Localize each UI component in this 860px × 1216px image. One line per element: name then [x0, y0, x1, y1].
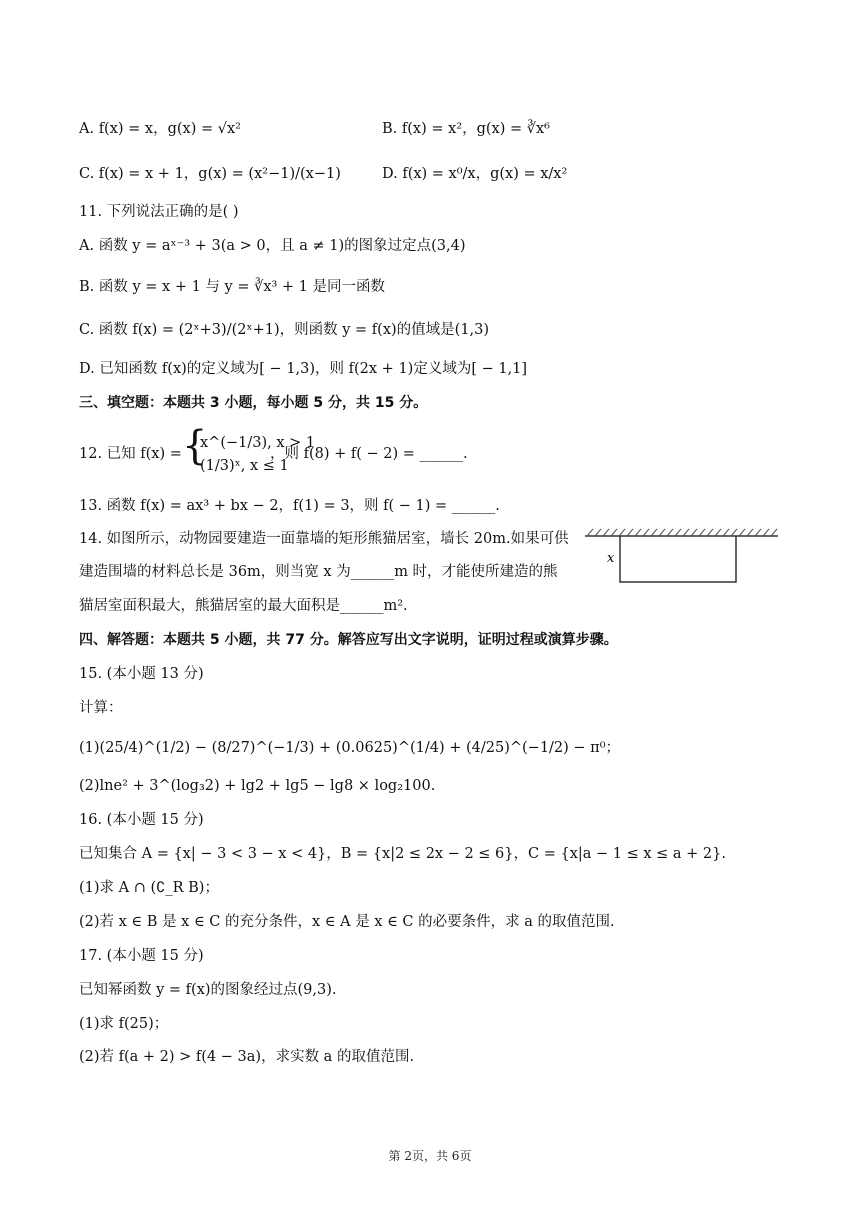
- q15-part-1: (1)(25/4)^(1/2) − (8/27)^(−1/3) + (0.0625)^(1/4) + (4/25)^(−1/2) − π⁰；: [79, 740, 621, 756]
- q11-option-a: A. 函数 y = aˣ⁻³ + 3(a > 0，且 a ≠ 1)的图象过定点(3,4): [79, 238, 466, 254]
- q16-stem: 已知集合 A = {x| − 3 < 3 − x < 4}，B = {x|2 ≤ 2x − 2 ≤ 6}，C = {x|a − 1 ≤ x ≤ a + 2}.: [79, 846, 726, 862]
- q11-option-d: D. 已知函数 f(x)的定义域为[ − 1,3)，则 f(2x + 1)定义域为[ − 1,1]: [79, 361, 528, 377]
- q12-tail: ，则 f(8) + f( − 2) = ______.: [270, 446, 468, 462]
- section-3-heading: 三、填空题：本题共 3 小题，每小题 5 分，共 15 分。: [79, 395, 428, 411]
- q14-line-3: 猫居室面积最大，熊猫居室的最大面积是______m².: [79, 598, 408, 614]
- q14-line-2: 建造围墙的材料总长是 36m，则当宽 x 为______m 时，才能使所建造的熊: [79, 564, 558, 580]
- q12-lead: 12. 已知 f(x) =: [79, 446, 182, 462]
- q16-part-1: (1)求 A ∩ (∁_R B)；: [79, 880, 219, 896]
- q15-heading: 15. (本小题 13 分): [79, 666, 204, 682]
- q16-heading: 16. (本小题 15 分): [79, 812, 204, 828]
- wall-hatching: [587, 529, 777, 536]
- q16-part-2: (2)若 x ∈ B 是 x ∈ C 的充分条件，x ∈ A 是 x ∈ C 的必要条件，求 a 的取值范围.: [79, 914, 615, 930]
- q10-option-b: B. f(x) = x²，g(x) = ∛x⁶: [382, 121, 550, 137]
- q10-option-a: A. f(x) = x，g(x) = √x²: [79, 121, 241, 137]
- section-4-heading: 四、解答题：本题共 5 小题，共 77 分。解答应写出文字说明，证明过程或演算步骤。: [79, 632, 618, 648]
- q17-heading: 17. (本小题 15 分): [79, 948, 204, 964]
- enclosure-rectangle: [620, 536, 736, 582]
- q17-part-2: (2)若 f(a + 2) > f(4 − 3a)，求实数 a 的取值范围.: [79, 1049, 415, 1065]
- q14-line-1: 14. 如图所示，动物园要建造一面靠墙的矩形熊猫居室，墙长 20m.如果可供: [79, 531, 569, 547]
- q13: 13. 函数 f(x) = ax³ + bx − 2，f(1) = 3，则 f( − 1) = ______.: [79, 498, 500, 514]
- q11-option-c: C. 函数 f(x) = (2ˣ+3)/(2ˣ+1)，则函数 y = f(x)的值域是(1,3): [79, 322, 490, 338]
- panda-enclosure-figure: [583, 526, 783, 586]
- q10-option-d: D. f(x) = x⁰/x，g(x) = x/x²: [382, 166, 568, 182]
- q12-brace: {: [182, 423, 208, 469]
- q15-part-2: (2)lne² + 3^(log₃2) + lg2 + lg5 − lg8 × log₂100.: [79, 778, 436, 794]
- q15-instruction: 计算：: [79, 700, 123, 716]
- q12-case-1: x^(−1/3), x > 1: [200, 435, 316, 451]
- q11-stem: 11. 下列说法正确的是( ): [79, 204, 239, 220]
- page-footer: 第 2页，共 6页: [388, 1149, 472, 1163]
- q17-stem: 已知幂函数 y = f(x)的图象经过点(9,3).: [79, 982, 337, 998]
- q11-option-b: B. 函数 y = x + 1 与 y = ∛x³ + 1 是同一函数: [79, 279, 386, 295]
- width-label-x: x: [607, 551, 615, 566]
- q12-case-2: (1/3)ˣ, x ≤ 1: [200, 458, 289, 474]
- q17-part-1: (1)求 f(25)；: [79, 1016, 169, 1032]
- q10-option-c: C. f(x) = x + 1，g(x) = (x²−1)/(x−1): [79, 166, 341, 182]
